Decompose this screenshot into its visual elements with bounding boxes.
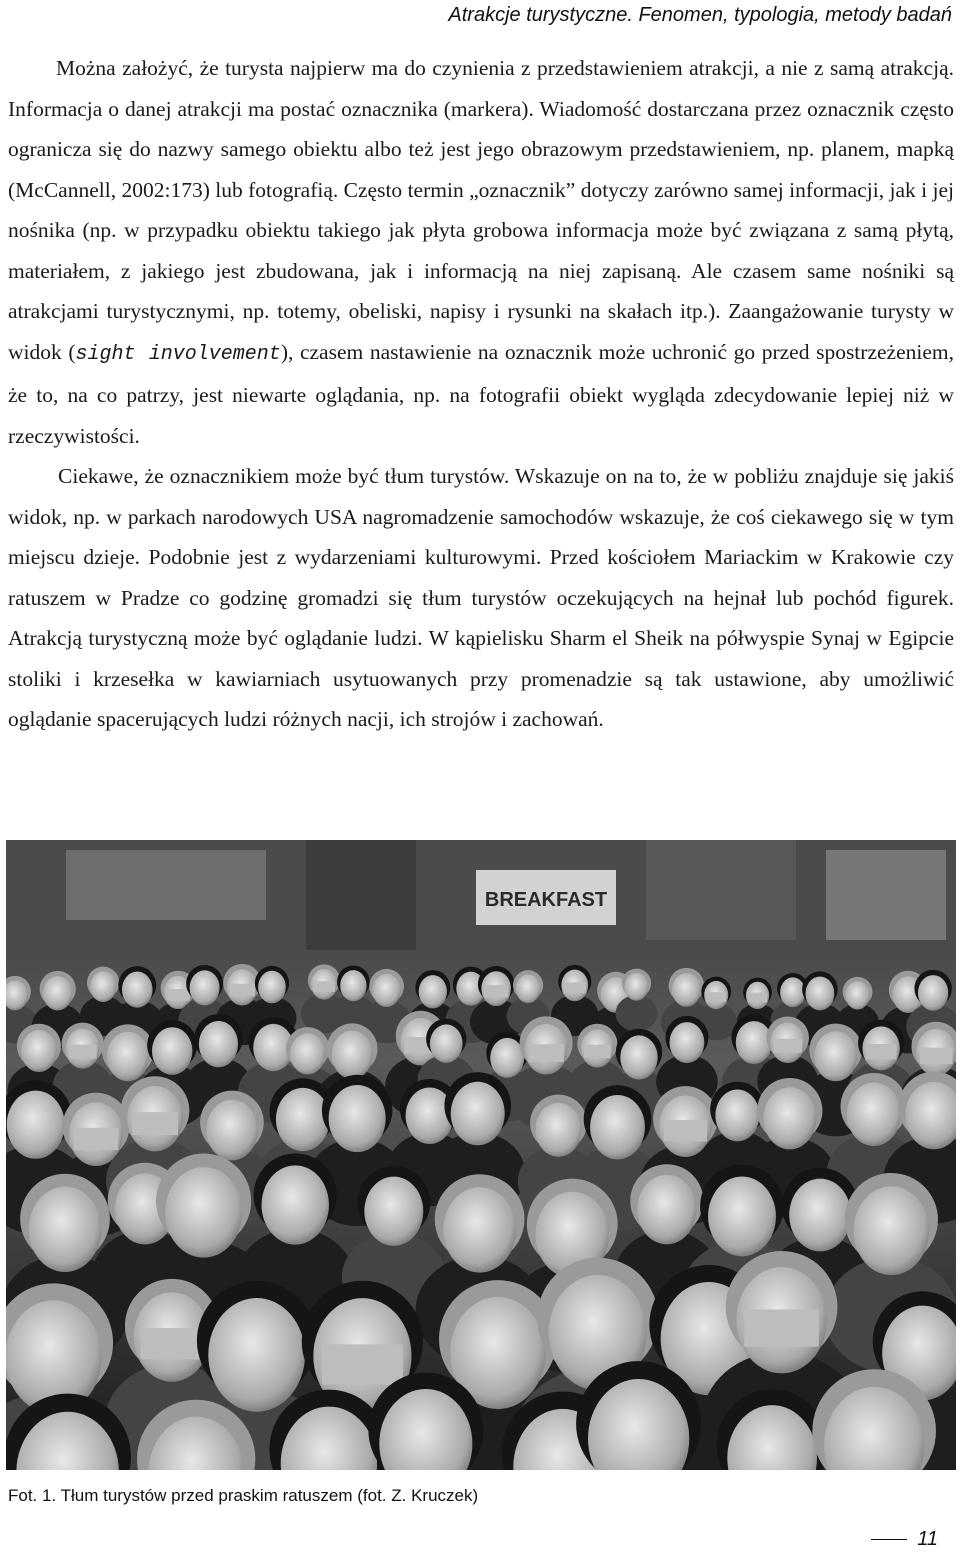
person-face — [340, 970, 366, 1001]
paragraph-1-part-a: Można założyć, że turysta najpierw ma do czynienia z przedstawieniem atrakcji, a nie z samą atrakcją. Informacja o danej atrakcji ma postać oznacznika (markera). Wiadomość dostarczana przez oznacznik często ogranicza się do nazwy samego obiektu albo też jest jego obrazowym przedstawieniem, np. planem, mapką (McCannell, 2002:173) lub fotografią. Często termin „oznacznik” dotyczy zarówno samej informacji, jak i jej nośnika (np. w przypadku obiektu takiego jak płyta grobowa informacja może być związana z samą płytą, materiałem, z jakiego jest zbudowana, jak i informacją na niej zapisaną. Ale czasem same nośniki są atrakcjami turystycznymi, np. totemy, obeliski, napisy i rysunki na skałach itp.). Zaangażowanie turysty w widok ( — [8, 56, 954, 364]
person-face — [332, 1031, 373, 1079]
person-face — [262, 1165, 329, 1244]
person-face — [715, 1089, 759, 1141]
person-face — [490, 1038, 524, 1078]
person-face — [789, 1179, 851, 1252]
person-face — [122, 972, 153, 1008]
crowd-photo — [6, 840, 956, 1470]
page-number: 11 — [917, 1528, 938, 1550]
cafe-sign: BREAKFAST — [484, 889, 608, 911]
person-face — [451, 1082, 505, 1145]
person-face — [190, 970, 220, 1005]
camera-icon — [69, 1045, 97, 1059]
person-face — [590, 1095, 645, 1160]
person-face — [637, 1175, 696, 1245]
person-face — [21, 1030, 57, 1072]
person-face — [806, 976, 835, 1010]
person-face — [329, 1085, 386, 1152]
camera-icon — [528, 1044, 563, 1062]
person-face — [763, 1087, 816, 1149]
camera-icon — [664, 1120, 707, 1142]
person-face — [290, 1033, 325, 1074]
camera-icon — [132, 1112, 178, 1135]
camera-icon — [748, 993, 767, 1003]
person-face — [276, 1088, 330, 1151]
camera-icon — [166, 989, 189, 1001]
person-face — [206, 1100, 258, 1161]
paragraph-1 — [8, 48, 954, 456]
person-face — [814, 1031, 857, 1081]
person-face — [152, 1027, 192, 1075]
camera-icon — [744, 1310, 818, 1347]
camera-icon — [866, 1044, 897, 1059]
crowd-photo-illustration — [6, 840, 956, 1470]
person-face — [208, 1298, 305, 1412]
camera-icon — [774, 1039, 802, 1053]
building-facade — [6, 840, 956, 960]
paragraph-1-emphasis: sight involvement — [75, 342, 281, 366]
camera-icon — [920, 1048, 953, 1064]
camera-icon — [564, 982, 586, 993]
crowd — [6, 964, 956, 1470]
person-face — [845, 981, 869, 1009]
person-face — [7, 1091, 65, 1159]
person-face — [672, 973, 701, 1007]
camera-icon — [313, 981, 334, 992]
person-face — [854, 1186, 930, 1275]
person-face — [165, 1167, 242, 1258]
page-footer — [871, 1528, 938, 1551]
person-face — [364, 1177, 423, 1246]
person-face — [516, 974, 540, 1003]
person-face — [107, 1032, 149, 1082]
camera-icon — [484, 985, 508, 997]
person-face — [419, 975, 447, 1008]
person-face — [670, 1022, 705, 1063]
person-face — [780, 977, 805, 1007]
camera-icon — [141, 1328, 204, 1359]
person-face — [918, 975, 948, 1011]
person-face — [708, 1176, 776, 1256]
person-face — [373, 974, 401, 1007]
camera-icon — [74, 1128, 119, 1150]
person-face — [199, 1021, 238, 1067]
person-face — [535, 1103, 581, 1157]
person-face — [43, 976, 72, 1010]
folio-rule — [871, 1539, 907, 1541]
person-face — [430, 1024, 463, 1062]
body-text — [8, 48, 954, 740]
person-face — [443, 1187, 516, 1272]
camera-icon — [706, 992, 726, 1002]
person-face — [847, 1083, 901, 1146]
running-header: Atrakcje turystyczne. Fenomen, typologia, metody badań — [448, 4, 952, 26]
figure-caption: Fot. 1. Tłum turystów przed praskim ratuszem (fot. Z. Kruczek) — [8, 1486, 479, 1505]
person-face — [736, 1021, 772, 1064]
camera-icon — [322, 1344, 403, 1384]
paragraph-2: Ciekawe, że oznacznikiem może być tłum turystów. Wskazuje on na to, że w pobliżu znajduje się jakiś widok, np. w parkach narodowych USA nagromadzenie samochodów wskazuje, że coś ciekawego się w tym miejscu dzieje. Podobnie jest z wydarzeniami kulturowymi. Przed kościołem Mariackim w Krakowie czy ratuszem w Pradze co godzinę gromadzi się tłum turystów oczekujących na hejnał lub pochód figurek. Atrakcją turystyczną może być oglądanie ludzi. W kąpielisku Sharm el Sheik na półwyspie Synaj w Egipcie stoliki i krzesełka w kawiarniach usytuowanych przy promenadzie są tak ustawione, aby umożliwić oglądanie spacerujących ludzi różnych nacji, ich strojów i zachowań. — [8, 464, 954, 731]
person-face — [29, 1187, 102, 1272]
camera-icon — [230, 984, 255, 997]
paragraph-1-part-b: ), czasem nastawienie na oznacznik może uchronić go przed spostrzeżeniem, że to, na co patrzy, jest niewarte oglądania, np. na fotografii obiekt wygląda zdecydowanie lepiej niż w rzeczywistości. — [8, 339, 954, 448]
camera-icon — [584, 1045, 611, 1058]
person-face — [90, 971, 116, 1002]
person-face — [258, 971, 286, 1004]
person-face — [625, 973, 649, 1001]
person-face — [620, 1035, 657, 1079]
